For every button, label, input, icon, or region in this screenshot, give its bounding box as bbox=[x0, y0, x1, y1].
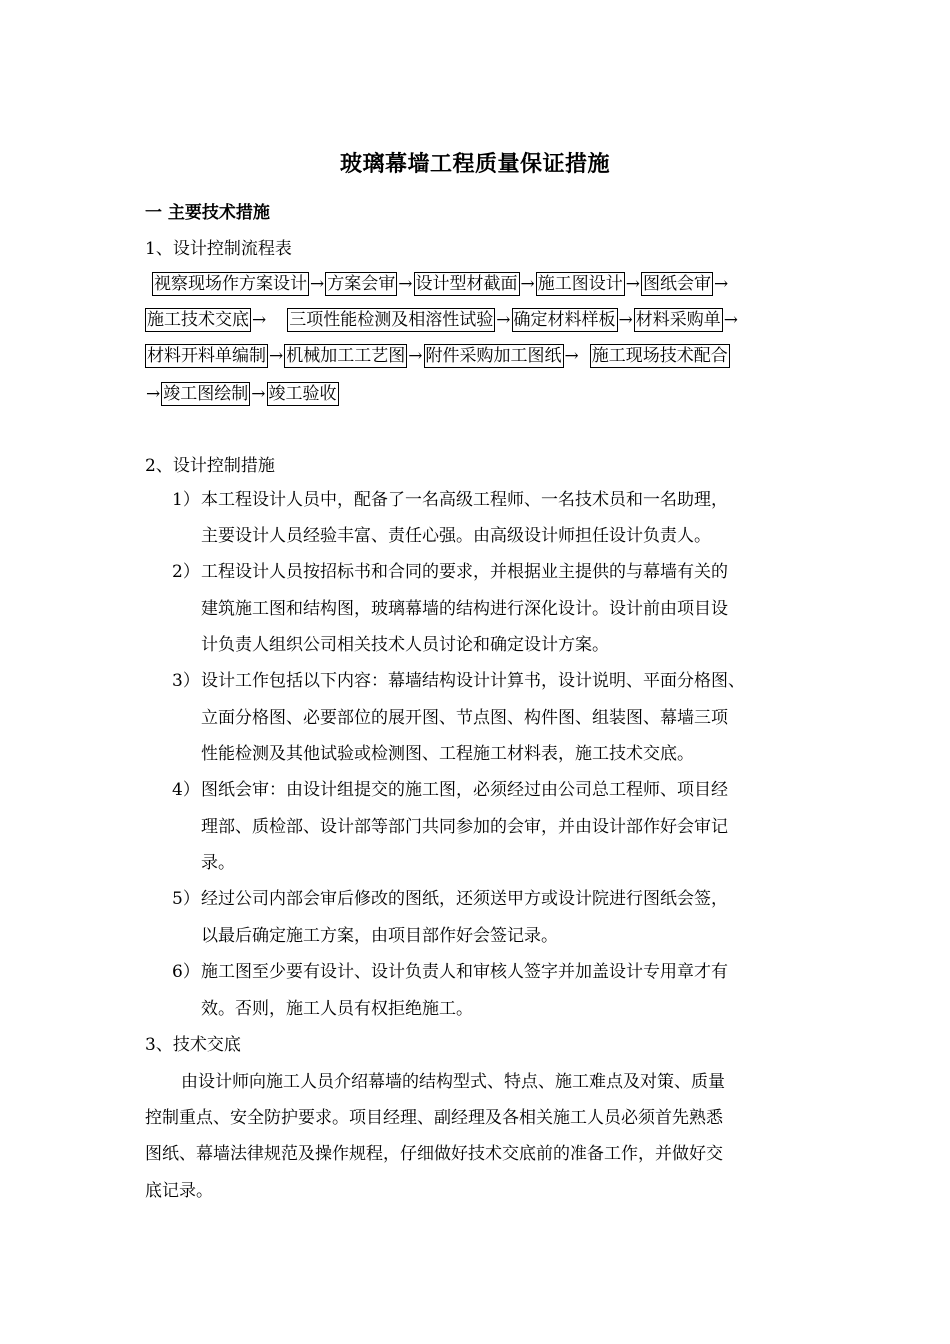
list-item-label: 5） bbox=[172, 889, 200, 909]
paragraph-line: 底记录。 bbox=[145, 1181, 213, 1201]
arrow-icon: → bbox=[496, 310, 511, 330]
arrow-icon: → bbox=[618, 310, 633, 330]
flow-step: 施工现场技术配合 bbox=[591, 346, 728, 366]
flow-step: 竣工验收 bbox=[268, 384, 337, 404]
list-item-line: 主要设计人员经验丰富、责任心强。由高级设计师担任设计负责人。 bbox=[201, 526, 711, 546]
paragraph-line: 图纸、幕墙法律规范及操作规程，仔细做好技术交底前的准备工作，并做好交 bbox=[145, 1144, 723, 1164]
arrow-icon: → bbox=[564, 346, 579, 366]
arrow-icon: → bbox=[520, 274, 535, 294]
list-item-line: 施工图至少要有设计、设计负责人和审核人签字并加盖设计专用章才有 bbox=[201, 962, 728, 982]
list-item-line: 性能检测及其他试验或检测图、工程施工材料表，施工技术交底。 bbox=[201, 744, 694, 764]
paragraph-line: 由设计师向施工人员介绍幕墙的结构型式、特点、施工难点及对策、质量 bbox=[181, 1072, 725, 1092]
arrow-icon: → bbox=[146, 384, 161, 404]
subheading-design-measures: 2、设计控制措施 bbox=[145, 456, 275, 476]
list-item-line: 工程设计人员按招标书和合同的要求，并根据业主提供的与幕墙有关的 bbox=[201, 562, 728, 582]
flow-step: 施工图设计 bbox=[537, 274, 623, 294]
flow-step: 图纸会审 bbox=[643, 274, 711, 294]
arrow-icon: → bbox=[398, 274, 413, 294]
flow-step: 设计型材截面 bbox=[415, 274, 518, 294]
flow-step: 确定材料样板 bbox=[513, 310, 616, 330]
list-item-line: 经过公司内部会审后修改的图纸，还须送甲方或设计院进行图纸会签， bbox=[201, 889, 728, 909]
list-item-label: 4） bbox=[172, 780, 200, 800]
arrow-icon: → bbox=[310, 274, 325, 294]
flow-step: 竣工图绘制 bbox=[163, 384, 249, 404]
arrow-icon: → bbox=[625, 274, 640, 294]
list-item-line: 计负责人组织公司相关技术人员讨论和确定设计方案。 bbox=[201, 635, 609, 655]
flow-step: 机械加工工艺图 bbox=[286, 346, 406, 366]
list-item-line: 设计工作包括以下内容：幕墙结构设计计算书，设计说明、平面分格图、 bbox=[201, 671, 745, 691]
arrow-icon: → bbox=[714, 274, 729, 294]
list-item-line: 立面分格图、必要部位的展开图、节点图、构件图、组装图、幕墙三项 bbox=[201, 708, 728, 728]
section-heading-1: 一 主要技术措施 bbox=[145, 203, 270, 223]
flow-step: 视察现场作方案设计 bbox=[154, 274, 307, 294]
list-item-line: 图纸会审：由设计组提交的施工图，必须经过由公司总工程师、项目经 bbox=[201, 780, 728, 800]
list-item-line: 建筑施工图和结构图，玻璃幕墙的结构进行深化设计。设计前由项目设 bbox=[201, 599, 728, 619]
paragraph-line: 控制重点、安全防护要求。项目经理、副经理及各相关施工人员必须首先熟悉 bbox=[145, 1108, 723, 1128]
page-title: 玻璃幕墙工程质量保证措施 bbox=[339, 151, 610, 177]
arrow-icon: → bbox=[723, 310, 738, 330]
flow-step: 附件采购加工图纸 bbox=[425, 346, 562, 366]
list-item-label: 1） bbox=[172, 490, 200, 510]
flow-step: 材料采购单 bbox=[635, 310, 721, 330]
arrow-icon: → bbox=[252, 310, 267, 330]
flow-row-4 bbox=[145, 379, 339, 409]
list-item-line: 本工程设计人员中，配备了一名高级工程师、一名技术员和一名助理， bbox=[201, 490, 728, 510]
list-item-label: 6） bbox=[172, 962, 200, 982]
flow-step: 方案会审 bbox=[327, 274, 396, 294]
list-item-line: 理部、质检部、设计部等部门共同参加的会审，并由设计部作好会审记 bbox=[201, 817, 728, 837]
list-item-label: 3） bbox=[172, 671, 200, 691]
subheading-tech-disclosure: 3、技术交底 bbox=[145, 1035, 241, 1055]
flow-step: 施工技术交底 bbox=[147, 310, 249, 330]
list-item-line: 录。 bbox=[201, 853, 235, 873]
subheading-design-flow: 1、设计控制流程表 bbox=[145, 239, 292, 259]
flow-step: 三项性能检测及相溶性试验 bbox=[289, 310, 494, 330]
list-item-label: 2） bbox=[172, 562, 200, 582]
arrow-icon: → bbox=[251, 384, 266, 404]
flow-step: 材料开料单编制 bbox=[147, 346, 266, 366]
list-item-line: 效。否则，施工人员有权拒绝施工。 bbox=[201, 999, 473, 1019]
arrow-icon: → bbox=[269, 346, 284, 366]
flow-row-1 bbox=[152, 269, 729, 299]
arrow-icon: → bbox=[408, 346, 423, 366]
list-item-line: 以最后确定施工方案，由项目部作好会签记录。 bbox=[201, 926, 558, 946]
flow-row-3 bbox=[145, 341, 730, 371]
flow-row-2 bbox=[145, 305, 739, 335]
